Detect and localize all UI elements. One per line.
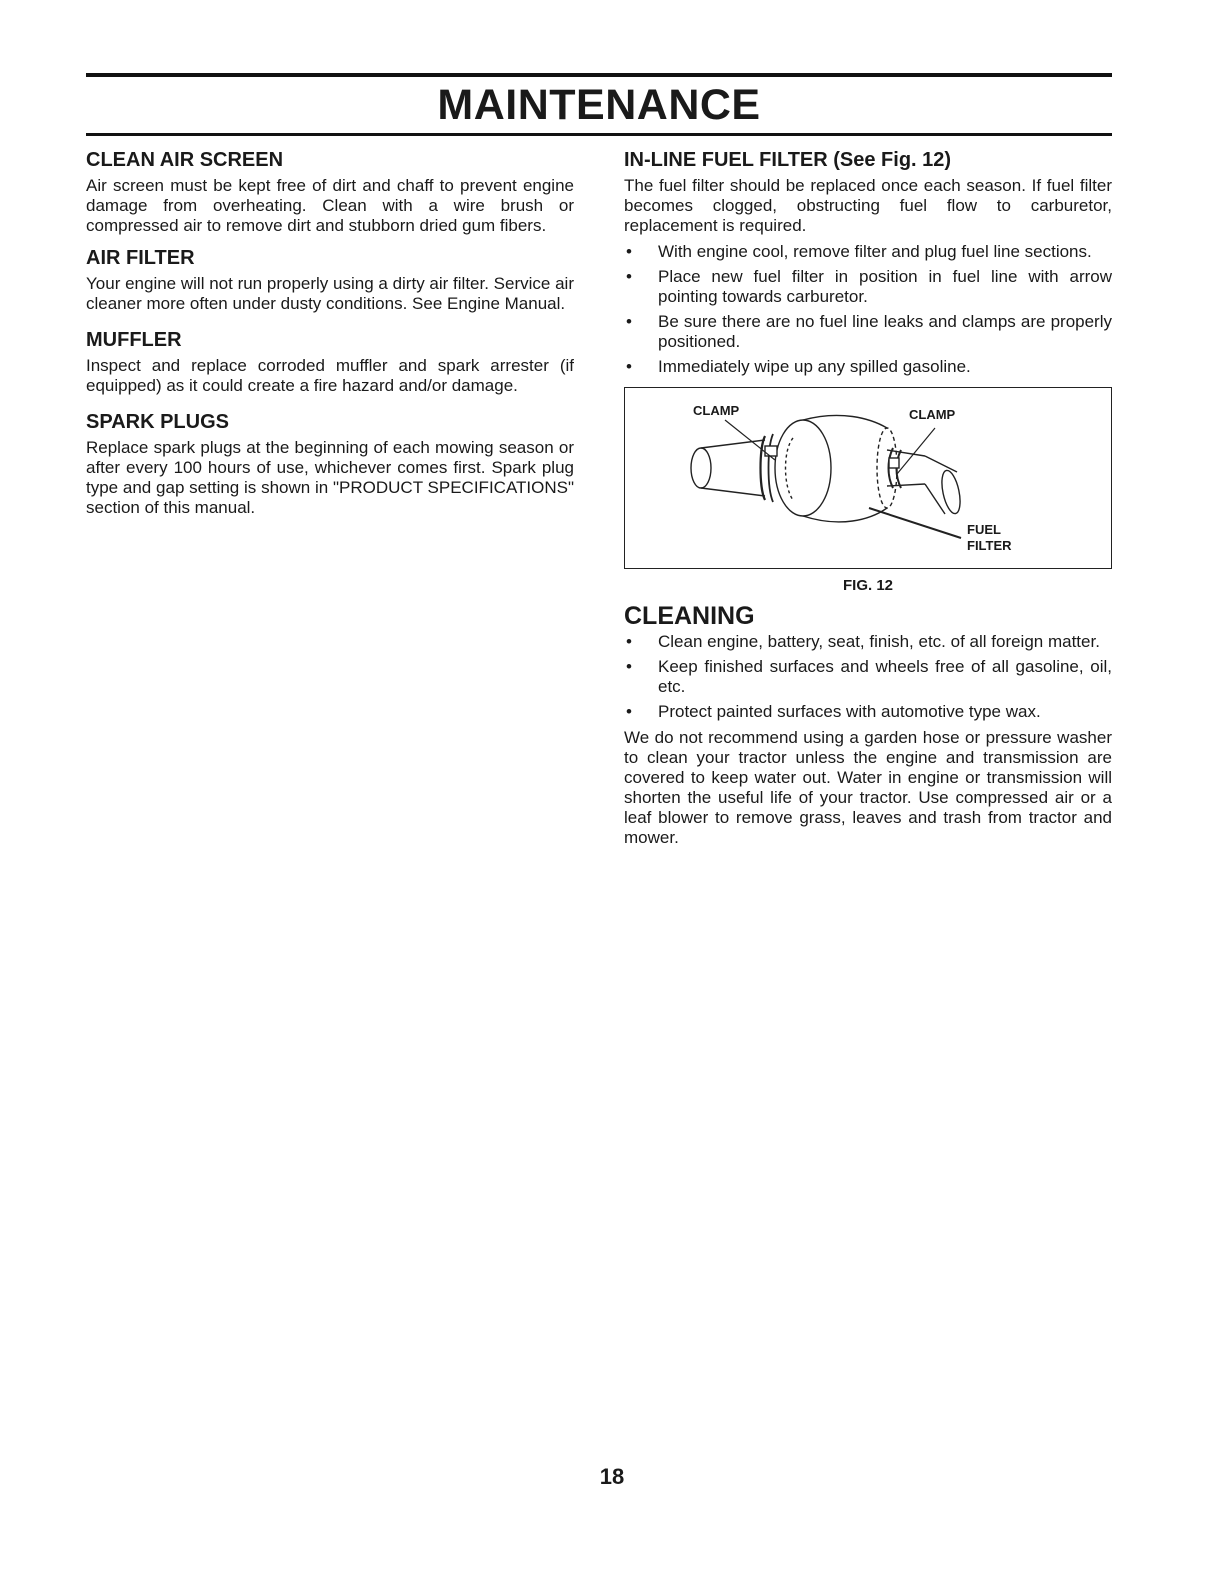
fuel-filter-figure [624,387,1112,569]
bullet: • [626,632,632,651]
cleaning-section [624,602,1112,848]
left-column [86,148,574,528]
fuel-filter-intro: The fuel filter should be replaced once each season. If fuel filter becomes clogged, obstructing fuel flow to carburetor, replacement is required. [624,176,1112,235]
bullet: • [626,657,632,676]
list-item: • Clean engine, battery, seat, finish, etc. of all foreign matter. [626,632,1100,651]
fuel-filter-steps [624,242,1112,377]
bullet: • [626,312,632,331]
list-item: • Protect painted surfaces with automotive type wax. [626,702,1041,721]
cleaning-steps [624,632,1112,722]
cleaning-text: We do not recommend using a garden hose or pressure washer to clean your tractor unless the engine and transmission are covered to keep water out. Water in engine or transmission will shorten the useful life of your tractor. Use compressed air or a leaf blower to remove grass, leaves and trash from tractor and mower. [624,728,1112,847]
figure-caption: FIG. 12 [842,577,894,594]
muffler-heading: MUFFLER [86,329,182,351]
clamp-right [897,450,902,488]
title-underline-rule [86,133,1112,136]
spark-plugs-text: Replace spark plugs at the beginning of each mowing season or after every 100 hours of use, whichever comes first. Spark plug type and gap setting is shown in "PRODUCT SPECIFICATIONS" section of this manual. [86,438,574,517]
hose-end-left [691,448,711,488]
right-column [624,148,1112,858]
list-item: • Be sure there are no fuel line leaks and clamps are properly positioned. [626,312,1112,351]
bullet: • [626,242,632,261]
page-title: MAINTENANCE [437,81,761,129]
page-number: 18 [599,1464,625,1489]
cleaning-heading: CLEANING [624,602,755,630]
air-filter-text: Your engine will not run properly using a dirty air filter. Service air cleaner more often under dusty conditions. See Engine Manual. [86,274,574,313]
air-filter-heading: AIR FILTER [86,247,195,269]
spark-plugs-heading: SPARK PLUGS [86,411,229,433]
bullet: • [626,357,632,376]
clamp-right-label: CLAMP [909,407,956,422]
muffler-text: Inspect and replace corroded muffler and spark arrester (if equipped) as it could create a fire hazard and/or damage. [86,356,574,395]
filter-label: FILTER [967,538,1012,553]
clean-air-screen-section [86,148,574,236]
bullet: • [626,267,632,286]
fuel-filter-heading: IN-LINE FUEL FILTER (See Fig. 12) [624,149,952,171]
hose-end-right [939,469,964,515]
list-item: • Keep finished surfaces and wheels free of all gasoline, oil, etc. [626,657,1112,696]
clean-air-screen-heading: CLEAN AIR SCREEN [86,149,284,171]
top-rule [86,73,1112,77]
clamp-left-label: CLAMP [693,403,740,418]
list-item: • Place new fuel filter in position in fuel line with arrow pointing towards carburetor. [626,267,1112,306]
list-item: • With engine cool, remove filter and plug fuel line sections. [626,242,1092,261]
fuel-label: FUEL [967,522,1001,537]
air-filter-section [86,246,574,314]
fuel-filter-section [624,148,1112,377]
clean-air-screen-text: Air screen must be kept free of dirt and chaff to prevent engine damage from overheating. Clean with a wire brush or compressed air to remove dirt and stubborn dried gum fibers. [86,176,574,235]
filter-body-front [775,420,831,516]
spark-plugs-section [86,410,574,518]
list-item: • Immediately wipe up any spilled gasoline. [626,357,971,376]
bullet: • [626,702,632,721]
muffler-section [86,328,574,396]
